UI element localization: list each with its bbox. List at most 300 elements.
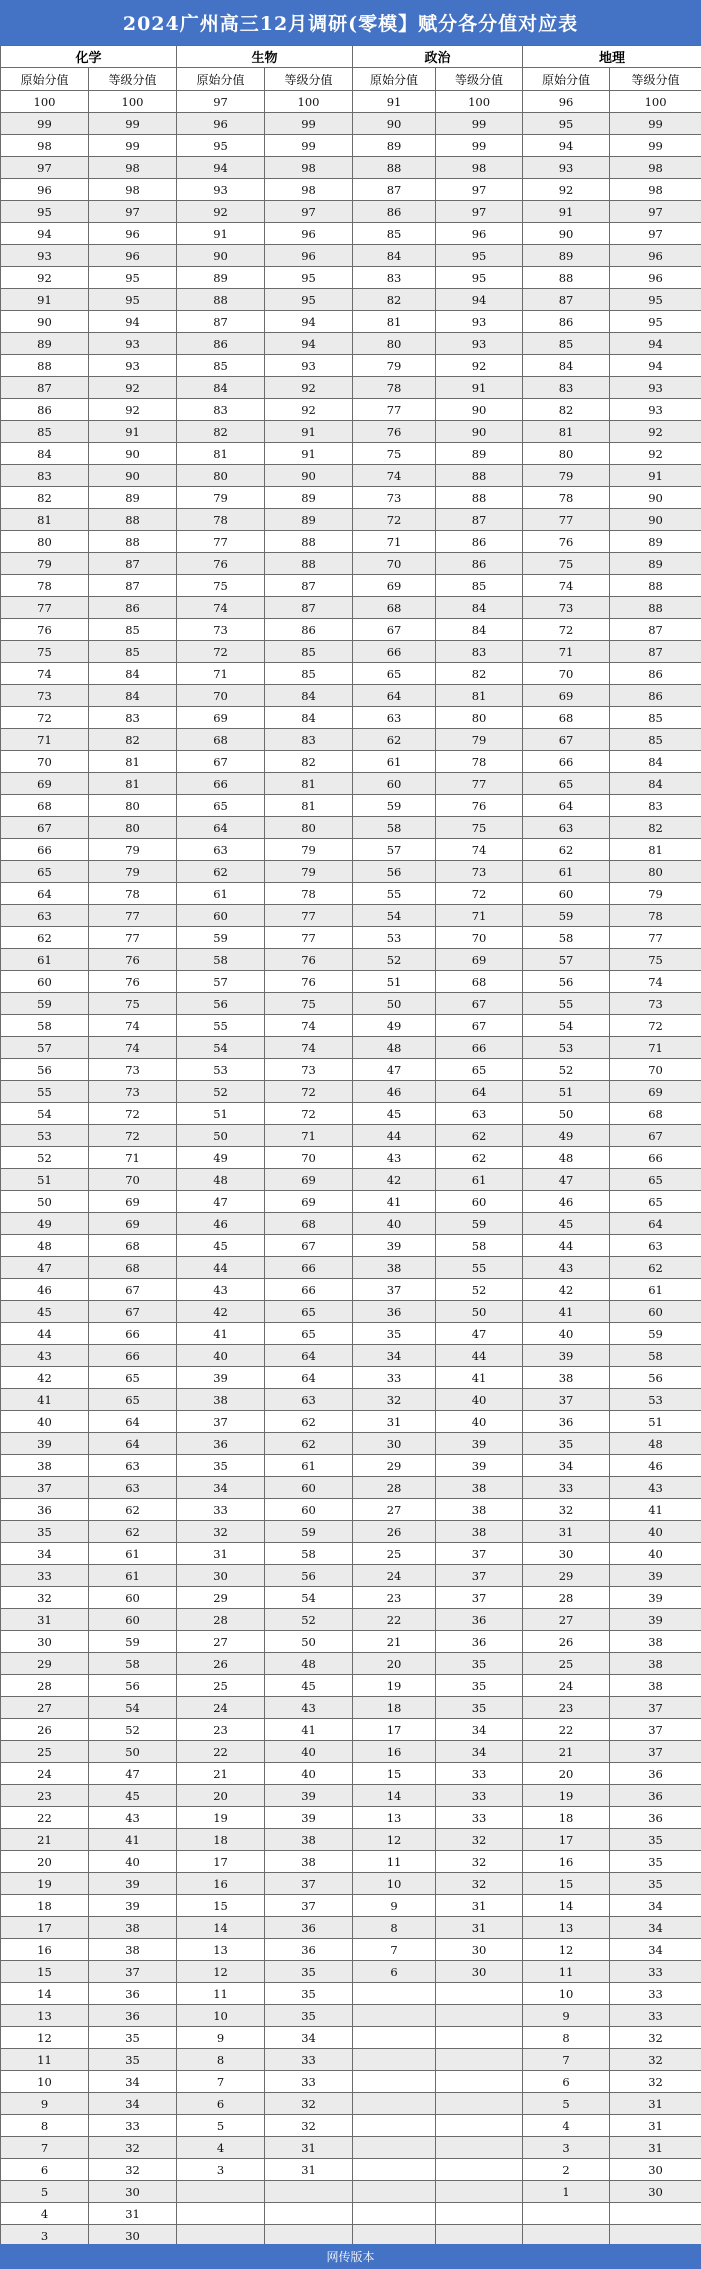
chemistry-grade-cell: 87 <box>89 575 177 597</box>
geography-raw-cell: 62 <box>523 839 610 861</box>
geography-raw-cell: 76 <box>523 531 610 553</box>
table-row <box>1 113 701 135</box>
biology-grade-cell: 52 <box>265 1609 353 1631</box>
chemistry-grade-cell: 88 <box>89 509 177 531</box>
biology-grade-cell: 64 <box>265 1367 353 1389</box>
politics-raw-cell: 9 <box>353 1895 436 1917</box>
geography-grade-cell: 35 <box>610 1851 701 1873</box>
politics-raw-cell <box>353 2093 436 2115</box>
table-row <box>1 2203 701 2225</box>
geography-grade-cell: 67 <box>610 1125 701 1147</box>
chemistry-grade-cell: 86 <box>89 597 177 619</box>
table-row <box>1 1499 701 1521</box>
geography-grade-cell: 35 <box>610 1873 701 1895</box>
biology-raw-cell: 27 <box>177 1631 265 1653</box>
biology-raw-cell: 61 <box>177 883 265 905</box>
geography-grade-cell: 87 <box>610 619 701 641</box>
geography-grade-cell: 34 <box>610 1895 701 1917</box>
chemistry-grade-cell: 67 <box>89 1301 177 1323</box>
geography-grade-cell: 48 <box>610 1433 701 1455</box>
biology-grade-cell: 90 <box>265 465 353 487</box>
politics-raw-cell: 56 <box>353 861 436 883</box>
biology-raw-cell: 88 <box>177 289 265 311</box>
geography-raw-cell: 67 <box>523 729 610 751</box>
geography-grade-cell: 90 <box>610 487 701 509</box>
geography-grade-cell: 84 <box>610 751 701 773</box>
politics-raw-cell: 88 <box>353 157 436 179</box>
politics-grade-cell: 33 <box>436 1807 523 1829</box>
geography-raw-cell: 65 <box>523 773 610 795</box>
chemistry-raw-cell: 48 <box>1 1235 89 1257</box>
table-row <box>1 1213 701 1235</box>
politics-grade-cell: 32 <box>436 1829 523 1851</box>
table-row <box>1 1697 701 1719</box>
geography-grade-cell: 33 <box>610 1961 701 1983</box>
politics-raw-cell: 62 <box>353 729 436 751</box>
table-row <box>1 619 701 641</box>
geography-raw-cell: 75 <box>523 553 610 575</box>
chemistry-raw-cell: 87 <box>1 377 89 399</box>
biology-grade-cell: 88 <box>265 531 353 553</box>
politics-raw-cell: 89 <box>353 135 436 157</box>
geography-grade-cell: 100 <box>610 91 701 113</box>
politics-grade-cell: 39 <box>436 1433 523 1455</box>
geography-grade-cell: 37 <box>610 1719 701 1741</box>
politics-raw-cell: 21 <box>353 1631 436 1653</box>
chemistry-raw-cell: 67 <box>1 817 89 839</box>
biology-raw-cell: 28 <box>177 1609 265 1631</box>
table-row <box>1 707 701 729</box>
politics-raw-cell: 35 <box>353 1323 436 1345</box>
politics-grade-cell: 65 <box>436 1059 523 1081</box>
biology-raw-cell: 58 <box>177 949 265 971</box>
politics-raw-cell: 52 <box>353 949 436 971</box>
geography-raw-cell: 93 <box>523 157 610 179</box>
chemistry-grade-cell: 36 <box>89 1983 177 2005</box>
chemistry-grade-cell: 96 <box>89 245 177 267</box>
geography-grade-cell: 89 <box>610 553 701 575</box>
geography-raw-cell: 96 <box>523 91 610 113</box>
politics-raw-cell: 16 <box>353 1741 436 1763</box>
biology-grade-cell: 65 <box>265 1323 353 1345</box>
chemistry-grade-cell: 94 <box>89 311 177 333</box>
biology-raw-cell: 29 <box>177 1587 265 1609</box>
table-row <box>1 135 701 157</box>
geography-grade-cell: 88 <box>610 575 701 597</box>
biology-grade-cell: 79 <box>265 839 353 861</box>
politics-raw-cell: 29 <box>353 1455 436 1477</box>
biology-grade-cell: 39 <box>265 1785 353 1807</box>
biology-grade-cell: 62 <box>265 1433 353 1455</box>
chemistry-raw-cell: 28 <box>1 1675 89 1697</box>
geography-grade-cell: 32 <box>610 2049 701 2071</box>
chemistry-raw-cell: 79 <box>1 553 89 575</box>
politics-grade-cell: 88 <box>436 465 523 487</box>
chemistry-raw-cell: 81 <box>1 509 89 531</box>
politics-grade-cell: 55 <box>436 1257 523 1279</box>
table-row <box>1 2049 701 2071</box>
biology-raw-cell: 63 <box>177 839 265 861</box>
chemistry-raw-cell: 98 <box>1 135 89 157</box>
table-row <box>1 1323 701 1345</box>
chemistry-raw-cell: 7 <box>1 2137 89 2159</box>
biology-raw-cell: 53 <box>177 1059 265 1081</box>
chemistry-raw-cell: 6 <box>1 2159 89 2181</box>
politics-raw-cell: 17 <box>353 1719 436 1741</box>
chemistry-raw-cell: 36 <box>1 1499 89 1521</box>
politics-grade-cell: 41 <box>436 1367 523 1389</box>
politics-grade-cell: 97 <box>436 201 523 223</box>
politics-grade-cell: 85 <box>436 575 523 597</box>
biology-raw-cell: 41 <box>177 1323 265 1345</box>
table-row <box>1 2159 701 2181</box>
table-row <box>1 509 701 531</box>
geography-grade-cell: 38 <box>610 1631 701 1653</box>
chemistry-grade-cell: 30 <box>89 2181 177 2203</box>
chemistry-raw-cell: 5 <box>1 2181 89 2203</box>
geography-grade-cell: 53 <box>610 1389 701 1411</box>
biology-raw-cell: 75 <box>177 575 265 597</box>
table-row <box>1 1939 701 1961</box>
chemistry-raw-cell: 22 <box>1 1807 89 1829</box>
table-row <box>1 1873 701 1895</box>
chemistry-raw-cell: 8 <box>1 2115 89 2137</box>
subject-biology: 生物 <box>177 46 353 68</box>
chemistry-raw-cell: 64 <box>1 883 89 905</box>
geography-raw-cell: 85 <box>523 333 610 355</box>
chemistry-grade-cell: 37 <box>89 1961 177 1983</box>
geography-raw-cell: 49 <box>523 1125 610 1147</box>
politics-raw-cell: 91 <box>353 91 436 113</box>
chemistry-grade-cell: 84 <box>89 685 177 707</box>
geography-grade-cell: 38 <box>610 1653 701 1675</box>
biology-raw-cell: 83 <box>177 399 265 421</box>
table-row <box>1 223 701 245</box>
politics-grade-cell: 37 <box>436 1543 523 1565</box>
politics-grade-cell <box>436 2115 523 2137</box>
chemistry-raw-cell: 26 <box>1 1719 89 1741</box>
geography-grade-cell: 92 <box>610 443 701 465</box>
politics-grade-cell: 47 <box>436 1323 523 1345</box>
table-row <box>1 1851 701 1873</box>
politics-grade-cell: 50 <box>436 1301 523 1323</box>
geography-grade-cell: 74 <box>610 971 701 993</box>
geography-raw-cell: 45 <box>523 1213 610 1235</box>
politics-grade-cell: 52 <box>436 1279 523 1301</box>
biology-raw-cell: 50 <box>177 1125 265 1147</box>
table-row <box>1 179 701 201</box>
chemistry-raw-cell: 51 <box>1 1169 89 1191</box>
politics-raw-cell: 72 <box>353 509 436 531</box>
chemistry-raw-cell: 50 <box>1 1191 89 1213</box>
table-row <box>1 1257 701 1279</box>
geography-raw-cell: 16 <box>523 1851 610 1873</box>
geography-raw-cell: 19 <box>523 1785 610 1807</box>
chemistry-raw-cell: 80 <box>1 531 89 553</box>
politics-grade-cell: 67 <box>436 1015 523 1037</box>
table-row <box>1 993 701 1015</box>
geography-grade-cell: 51 <box>610 1411 701 1433</box>
politics-grade-cell: 37 <box>436 1587 523 1609</box>
chemistry-raw-cell: 93 <box>1 245 89 267</box>
biology-grade-cell: 93 <box>265 355 353 377</box>
table-row <box>1 333 701 355</box>
geography-grade-cell: 93 <box>610 377 701 399</box>
geography-grade-cell: 99 <box>610 135 701 157</box>
politics-raw-cell: 74 <box>353 465 436 487</box>
chemistry-grade-cell: 34 <box>89 2093 177 2115</box>
chemistry-grade-cell: 97 <box>89 201 177 223</box>
biology-grade-cell: 76 <box>265 949 353 971</box>
politics-raw-cell: 20 <box>353 1653 436 1675</box>
politics-grade-cell: 58 <box>436 1235 523 1257</box>
biology-grade-cell: 92 <box>265 399 353 421</box>
chemistry-grade-cell: 99 <box>89 113 177 135</box>
chemistry-raw-cell: 66 <box>1 839 89 861</box>
biology-raw-cell: 31 <box>177 1543 265 1565</box>
geography-raw-cell: 74 <box>523 575 610 597</box>
biology-raw-cell: 54 <box>177 1037 265 1059</box>
chemistry-grade-cell: 39 <box>89 1895 177 1917</box>
table-row <box>1 1037 701 1059</box>
politics-raw-cell <box>353 1983 436 2005</box>
chemistry-grade-cell: 60 <box>89 1609 177 1631</box>
table-row <box>1 157 701 179</box>
biology-grade-cell: 48 <box>265 1653 353 1675</box>
geography-grade-cell: 65 <box>610 1169 701 1191</box>
geography-raw-cell: 3 <box>523 2137 610 2159</box>
chemistry-grade-cell: 40 <box>89 1851 177 1873</box>
biology-raw-cell: 90 <box>177 245 265 267</box>
politics-grade-cell: 78 <box>436 751 523 773</box>
subject-geography: 地理 <box>523 46 701 68</box>
chemistry-raw-cell: 61 <box>1 949 89 971</box>
chemistry-raw-cell: 78 <box>1 575 89 597</box>
chemistry-raw-cell: 72 <box>1 707 89 729</box>
politics-raw-cell: 12 <box>353 1829 436 1851</box>
biology-raw-cell: 73 <box>177 619 265 641</box>
table-row <box>1 1609 701 1631</box>
biology-grade-cell: 82 <box>265 751 353 773</box>
biology-raw-cell: 93 <box>177 179 265 201</box>
chemistry-raw-cell: 14 <box>1 1983 89 2005</box>
politics-grade-cell: 30 <box>436 1961 523 1983</box>
geography-raw-cell: 61 <box>523 861 610 883</box>
biology-grade-cell: 31 <box>265 2159 353 2181</box>
biology-grade-cell: 34 <box>265 2027 353 2049</box>
politics-raw-cell: 73 <box>353 487 436 509</box>
biology-grade-cell: 45 <box>265 1675 353 1697</box>
politics-raw-cell: 60 <box>353 773 436 795</box>
geography-grade-cell: 41 <box>610 1499 701 1521</box>
biology-raw-cell: 38 <box>177 1389 265 1411</box>
geography-raw-cell: 27 <box>523 1609 610 1631</box>
politics-grade-cell: 81 <box>436 685 523 707</box>
politics-grade-cell: 95 <box>436 267 523 289</box>
politics-grade-cell: 91 <box>436 377 523 399</box>
politics-raw-cell: 10 <box>353 1873 436 1895</box>
chemistry-raw-cell: 32 <box>1 1587 89 1609</box>
geography-raw-cell: 37 <box>523 1389 610 1411</box>
biology-grade-cell: 62 <box>265 1411 353 1433</box>
table-row <box>1 1719 701 1741</box>
geography-raw-cell: 57 <box>523 949 610 971</box>
chemistry-raw-cell: 65 <box>1 861 89 883</box>
grade-score-header: 等级分值 <box>89 68 177 91</box>
geography-raw-cell: 22 <box>523 1719 610 1741</box>
chemistry-raw-cell: 29 <box>1 1653 89 1675</box>
biology-raw-cell: 81 <box>177 443 265 465</box>
geography-raw-cell: 5 <box>523 2093 610 2115</box>
chemistry-grade-cell: 61 <box>89 1565 177 1587</box>
geography-grade-cell: 38 <box>610 1675 701 1697</box>
raw-score-header: 原始分值 <box>523 68 610 91</box>
chemistry-grade-cell: 80 <box>89 795 177 817</box>
biology-raw-cell: 64 <box>177 817 265 839</box>
geography-raw-cell: 33 <box>523 1477 610 1499</box>
chemistry-raw-cell: 83 <box>1 465 89 487</box>
geography-raw-cell: 42 <box>523 1279 610 1301</box>
geography-grade-cell: 36 <box>610 1807 701 1829</box>
politics-grade-cell <box>436 2137 523 2159</box>
biology-grade-cell: 41 <box>265 1719 353 1741</box>
biology-grade-cell: 99 <box>265 135 353 157</box>
biology-raw-cell: 84 <box>177 377 265 399</box>
politics-grade-cell: 63 <box>436 1103 523 1125</box>
geography-raw-cell: 8 <box>523 2027 610 2049</box>
chemistry-grade-cell: 72 <box>89 1103 177 1125</box>
geography-grade-cell: 80 <box>610 861 701 883</box>
table-row <box>1 2115 701 2137</box>
biology-grade-cell: 71 <box>265 1125 353 1147</box>
geography-raw-cell: 23 <box>523 1697 610 1719</box>
chemistry-grade-cell: 38 <box>89 1917 177 1939</box>
biology-grade-cell: 72 <box>265 1103 353 1125</box>
table-row <box>1 465 701 487</box>
geography-grade-cell: 90 <box>610 509 701 531</box>
biology-grade-cell: 88 <box>265 553 353 575</box>
chemistry-grade-cell: 72 <box>89 1125 177 1147</box>
biology-raw-cell: 4 <box>177 2137 265 2159</box>
table-row <box>1 1763 701 1785</box>
biology-raw-cell: 76 <box>177 553 265 575</box>
table-row <box>1 421 701 443</box>
chemistry-raw-cell: 41 <box>1 1389 89 1411</box>
chemistry-raw-cell: 23 <box>1 1785 89 1807</box>
biology-raw-cell: 48 <box>177 1169 265 1191</box>
table-row <box>1 861 701 883</box>
politics-raw-cell: 63 <box>353 707 436 729</box>
geography-grade-cell: 39 <box>610 1587 701 1609</box>
politics-grade-cell: 40 <box>436 1411 523 1433</box>
biology-raw-cell: 80 <box>177 465 265 487</box>
chemistry-raw-cell: 43 <box>1 1345 89 1367</box>
geography-grade-cell: 62 <box>610 1257 701 1279</box>
geography-raw-cell: 59 <box>523 905 610 927</box>
geography-raw-cell: 77 <box>523 509 610 531</box>
chemistry-raw-cell: 33 <box>1 1565 89 1587</box>
biology-raw-cell: 66 <box>177 773 265 795</box>
chemistry-grade-cell: 50 <box>89 1741 177 1763</box>
chemistry-grade-cell: 74 <box>89 1037 177 1059</box>
biology-grade-cell: 96 <box>265 245 353 267</box>
politics-raw-cell: 34 <box>353 1345 436 1367</box>
politics-grade-cell: 35 <box>436 1697 523 1719</box>
geography-grade-cell: 61 <box>610 1279 701 1301</box>
biology-grade-cell: 85 <box>265 663 353 685</box>
geography-grade-cell: 31 <box>610 2137 701 2159</box>
table-row <box>1 795 701 817</box>
politics-raw-cell: 66 <box>353 641 436 663</box>
chemistry-raw-cell: 86 <box>1 399 89 421</box>
politics-grade-cell: 94 <box>436 289 523 311</box>
biology-grade-cell: 32 <box>265 2093 353 2115</box>
politics-raw-cell: 30 <box>353 1433 436 1455</box>
table-row <box>1 399 701 421</box>
geography-grade-cell: 86 <box>610 663 701 685</box>
chemistry-grade-cell: 89 <box>89 487 177 509</box>
geography-grade-cell: 87 <box>610 641 701 663</box>
table-row <box>1 1367 701 1389</box>
politics-raw-cell: 49 <box>353 1015 436 1037</box>
biology-raw-cell: 65 <box>177 795 265 817</box>
biology-grade-cell: 66 <box>265 1257 353 1279</box>
table-row <box>1 1741 701 1763</box>
politics-grade-cell: 88 <box>436 487 523 509</box>
politics-grade-cell <box>436 2203 523 2225</box>
politics-grade-cell: 69 <box>436 949 523 971</box>
chemistry-grade-cell: 90 <box>89 443 177 465</box>
biology-raw-cell: 8 <box>177 2049 265 2071</box>
table-row <box>1 2005 701 2027</box>
biology-raw-cell: 13 <box>177 1939 265 1961</box>
biology-grade-cell: 92 <box>265 377 353 399</box>
chemistry-raw-cell: 54 <box>1 1103 89 1125</box>
geography-grade-cell: 34 <box>610 1917 701 1939</box>
biology-raw-cell: 47 <box>177 1191 265 1213</box>
politics-grade-cell: 93 <box>436 311 523 333</box>
biology-raw-cell: 97 <box>177 91 265 113</box>
biology-raw-cell: 40 <box>177 1345 265 1367</box>
politics-grade-cell: 70 <box>436 927 523 949</box>
geography-raw-cell: 64 <box>523 795 610 817</box>
chemistry-raw-cell: 59 <box>1 993 89 1015</box>
geography-grade-cell: 75 <box>610 949 701 971</box>
biology-grade-cell: 79 <box>265 861 353 883</box>
politics-raw-cell: 53 <box>353 927 436 949</box>
table-row <box>1 905 701 927</box>
politics-grade-cell: 60 <box>436 1191 523 1213</box>
biology-grade-cell: 38 <box>265 1851 353 1873</box>
biology-grade-cell: 100 <box>265 91 353 113</box>
chemistry-grade-cell: 64 <box>89 1433 177 1455</box>
geography-grade-cell: 58 <box>610 1345 701 1367</box>
geography-grade-cell: 83 <box>610 795 701 817</box>
chemistry-grade-cell: 41 <box>89 1829 177 1851</box>
politics-raw-cell: 6 <box>353 1961 436 1983</box>
politics-raw-cell: 24 <box>353 1565 436 1587</box>
chemistry-grade-cell: 85 <box>89 619 177 641</box>
chemistry-grade-cell: 32 <box>89 2137 177 2159</box>
geography-grade-cell: 43 <box>610 1477 701 1499</box>
geography-grade-cell: 40 <box>610 1521 701 1543</box>
chemistry-grade-cell: 92 <box>89 399 177 421</box>
geography-grade-cell: 96 <box>610 267 701 289</box>
politics-raw-cell: 41 <box>353 1191 436 1213</box>
politics-raw-cell <box>353 2115 436 2137</box>
chemistry-grade-cell: 38 <box>89 1939 177 1961</box>
biology-grade-cell: 40 <box>265 1741 353 1763</box>
